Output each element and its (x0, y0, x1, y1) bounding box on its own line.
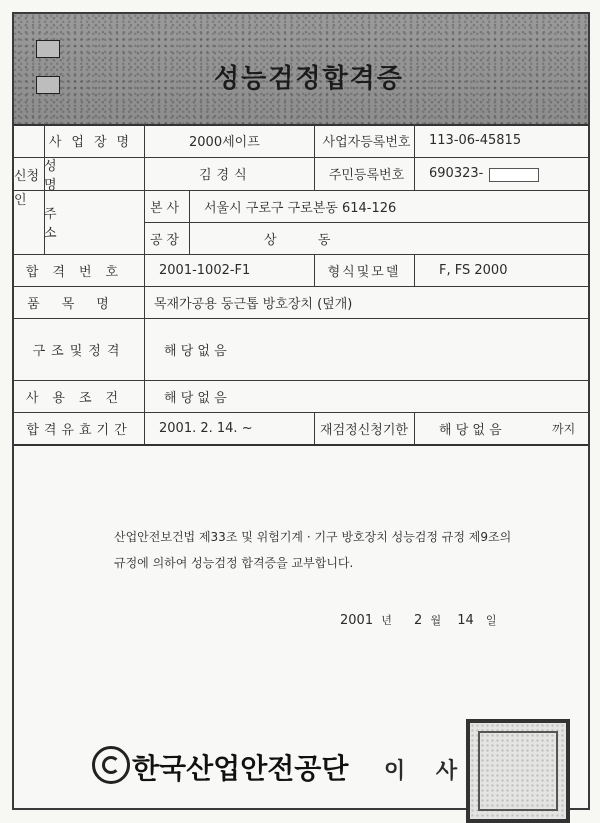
issuer-title: 이 사 (384, 759, 458, 784)
agency-logo-icon (92, 746, 130, 784)
reinspect-label: 재검정신청기한 (320, 422, 408, 438)
product-value: 목재가공용 둥근톱 방호장치 (덮개) (154, 296, 353, 312)
usage-value: 해 당 없 음 (164, 390, 227, 406)
business-reg-value: 113-06-45815 (429, 133, 522, 148)
reinspect-suffix: 까지 (552, 421, 576, 436)
usage-row (14, 380, 588, 413)
stamp-box-icon (36, 40, 60, 58)
product-row (14, 286, 588, 319)
issue-date (340, 612, 497, 628)
name-label: 성명 (44, 158, 97, 193)
validity-row (14, 412, 588, 446)
page-title: 성능검정합격증 (214, 64, 404, 94)
business-reg-label: 사업자등록번호 (322, 135, 411, 150)
business-name-row (14, 124, 588, 158)
issue-year-unit: 년 (381, 614, 392, 627)
certificate-page (12, 12, 590, 810)
resident-reg-value: 690323- (429, 166, 484, 181)
factory-address: 상 동 (264, 232, 331, 248)
product-label: 품목명 (27, 296, 131, 312)
issue-day-unit: 일 (485, 614, 497, 627)
issue-month: 2 (414, 613, 423, 628)
validity-value: 2001. 2. 14. ~ (159, 420, 253, 436)
issue-day: 14 (457, 613, 474, 628)
address-row (14, 190, 588, 255)
business-name-label: 사업장명 (48, 135, 140, 150)
business-name-value: 2000세이프 (189, 135, 260, 150)
model-value: F, FS 2000 (439, 262, 508, 278)
name-row (14, 157, 588, 191)
hq-address: 서울시 구로구 구로본동 614-126 (204, 200, 397, 216)
issue-month-unit: 월 (430, 614, 442, 627)
applicant-side-label: 신청인 (14, 124, 45, 254)
factory-label: 공장 (149, 232, 184, 248)
usage-label: 사용조건 (25, 390, 133, 406)
structure-label: 구조및정격 (32, 343, 126, 359)
certificate-header (14, 14, 588, 126)
issuer-org: 한국산업안전공단 (132, 752, 349, 785)
issue-year: 2001 (340, 613, 374, 628)
address-label: 주소 (44, 207, 97, 241)
official-seal-icon (466, 719, 570, 823)
model-label: 형식및모델 (327, 264, 401, 280)
statement-line1: 산업안전보건법 제33조 및 위험기계 · 기구 방호장치 성능검정 규정 제9조의 (114, 530, 512, 544)
resident-reg-label: 주민등록번호 (328, 168, 405, 183)
pass-number-value: 2001-1002-F1 (159, 262, 251, 278)
stamp-box-icon (36, 76, 60, 94)
hq-label: 본사 (149, 200, 184, 216)
structure-value: 해 당 없 음 (164, 343, 227, 359)
name-value: 김경식 (199, 168, 252, 183)
pass-number-label: 합격번호 (25, 264, 133, 280)
redaction-box (489, 168, 539, 182)
statement-line2: 규정에 의하여 성능검정 합격증을 교부합니다. (114, 556, 354, 570)
structure-row (14, 318, 588, 381)
validity-label: 합격유효기간 (26, 422, 132, 438)
pass-number-row (14, 254, 588, 287)
reinspect-value: 해 당 없 음 (439, 422, 502, 438)
